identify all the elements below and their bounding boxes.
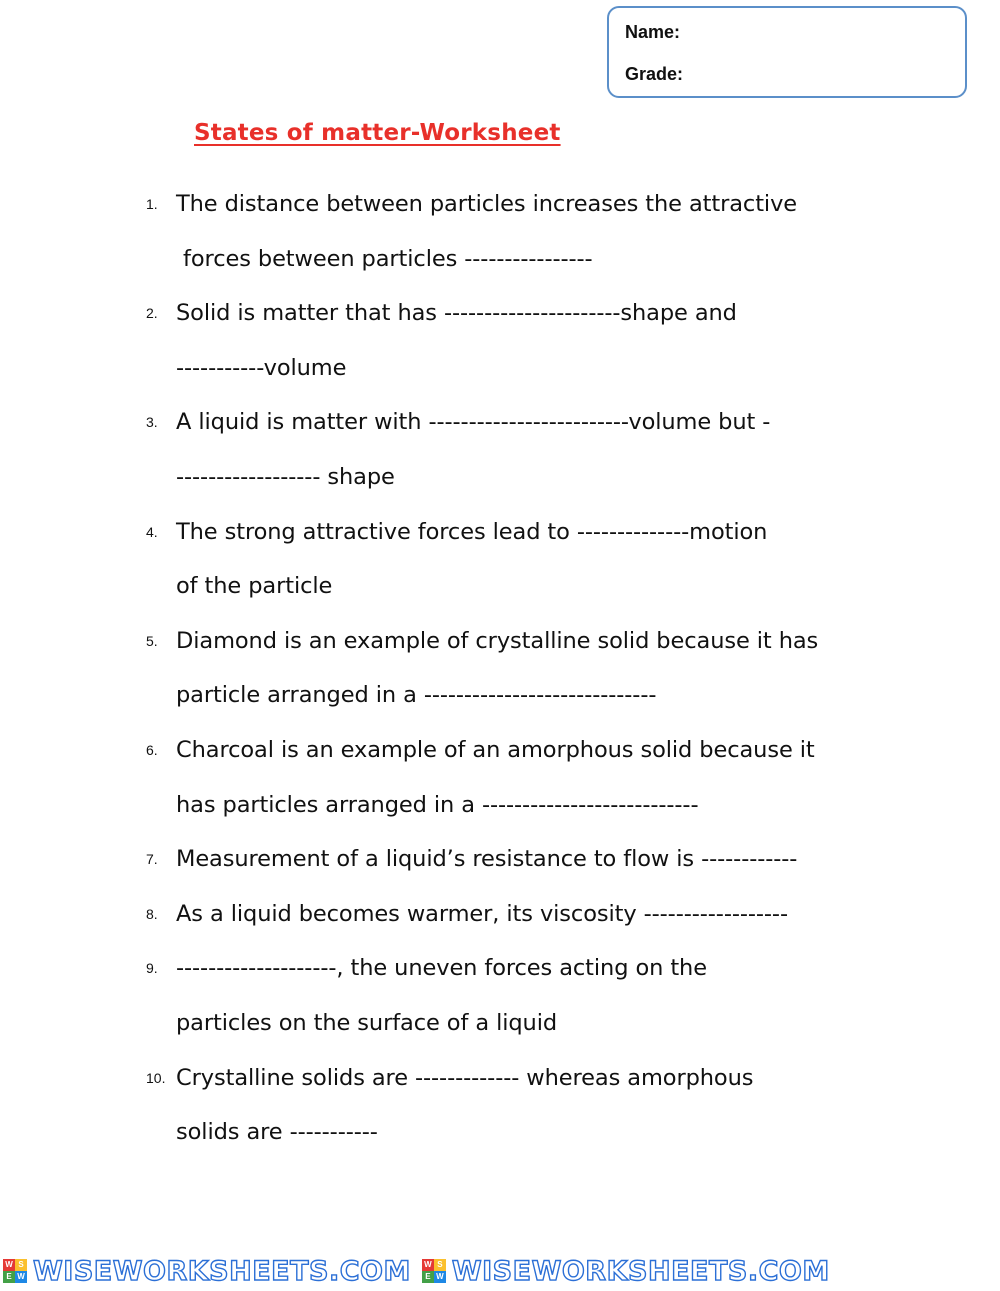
grade-label: Grade: [625, 64, 684, 84]
question-text-line: ------------------ shape [176, 463, 395, 490]
question-text-line: Solid is matter that has ----------------------shape and [176, 300, 737, 327]
question-text-line: Measurement of a liquid’s resistance to flow is ------------ [176, 846, 798, 873]
question-item [0, 505, 1000, 614]
question-item [0, 941, 1000, 1050]
question-text-line: of the particle [176, 573, 333, 600]
watermark-footer [0, 1253, 1000, 1289]
question-number: 5. [146, 632, 158, 649]
question-item [0, 723, 1000, 832]
question-text-line: has particles arranged in a --------------------------- [176, 791, 699, 818]
question-item [0, 177, 1000, 286]
question-text-line: --------------------, the uneven forces acting on the [176, 955, 707, 982]
logo-letter: W [3, 1259, 15, 1271]
question-text-line: Crystalline solids are ------------- whereas amorphous [176, 1064, 754, 1091]
question-text-line: solids are ----------- [176, 1119, 378, 1146]
question-number: 8. [146, 905, 158, 922]
question-text-line: The distance between particles increases the attractive [176, 191, 798, 217]
question-number: 4. [146, 523, 158, 540]
question-item [0, 1051, 1000, 1160]
question-number: 9. [146, 960, 158, 977]
logo-letter: E [422, 1271, 434, 1283]
question-item [0, 395, 1000, 504]
question-text-line: The strong attractive forces lead to --------------motion [176, 518, 768, 545]
question-number: 10. [146, 1069, 166, 1086]
question-list [0, 177, 1000, 1160]
question-number: 3. [146, 414, 158, 431]
logo-letter: W [15, 1271, 27, 1283]
logo-letter: E [3, 1271, 15, 1283]
question-text-line: -----------volume [176, 354, 347, 381]
logo-letter: S [434, 1259, 446, 1271]
watermark-group [422, 1256, 830, 1287]
wiseworksheets-logo-icon [422, 1259, 446, 1283]
question-item [0, 832, 1000, 887]
question-text-line: A liquid is matter with -------------------------volume but - [176, 409, 771, 436]
question-text-line: Diamond is an example of crystalline solid because it has [176, 627, 819, 654]
question-number: 2. [146, 305, 158, 322]
question-number: 1. [146, 196, 158, 212]
question-text-line: Charcoal is an example of an amorphous solid because it [176, 736, 815, 763]
worksheet-title: States of matter-Worksheet [194, 120, 561, 146]
watermark-group [3, 1256, 411, 1287]
logo-letter: W [422, 1259, 434, 1271]
question-item [0, 286, 1000, 395]
question-item [0, 614, 1000, 723]
student-info-box [607, 6, 967, 98]
logo-letter: S [15, 1259, 27, 1271]
wiseworksheets-logo-icon [3, 1259, 27, 1283]
logo-letter: W [434, 1271, 446, 1283]
question-text-line: forces between particles ---------------- [176, 245, 593, 272]
question-number: 7. [146, 851, 158, 868]
watermark-text: WISEWORKSHEETS.COM [33, 1255, 411, 1287]
question-text-line: particles on the surface of a liquid [176, 1009, 558, 1036]
question-number: 6. [146, 741, 158, 758]
question-text-line: particle arranged in a ----------------------------- [176, 682, 657, 709]
name-label: Name: [625, 22, 681, 42]
watermark-text: WISEWORKSHEETS.COM [451, 1255, 830, 1287]
question-item [0, 887, 1000, 942]
question-text-line: As a liquid becomes warmer, its viscosity ------------------ [176, 900, 788, 927]
